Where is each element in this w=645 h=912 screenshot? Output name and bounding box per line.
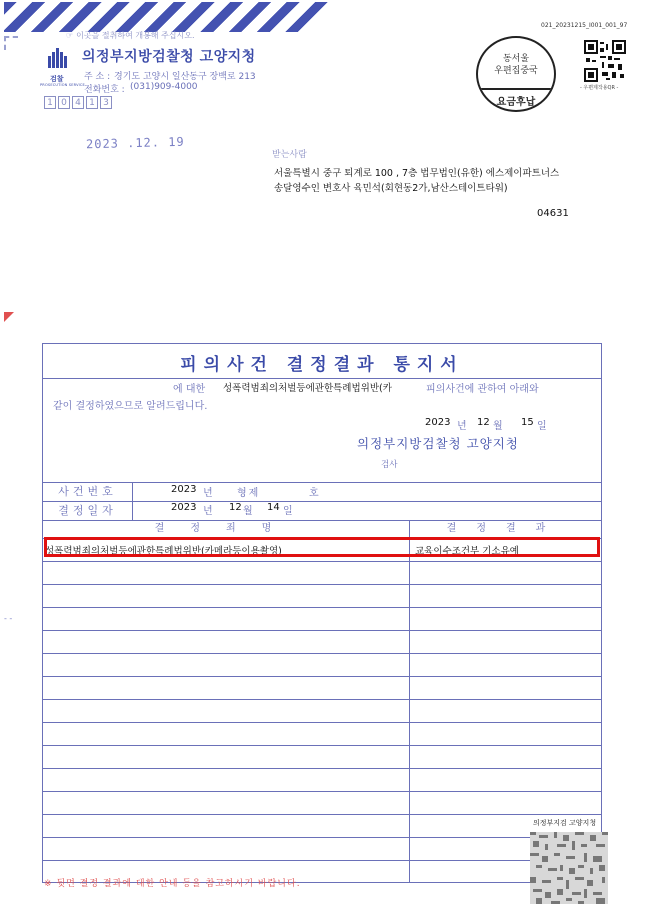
sender-phone: (031)909-4000 — [130, 82, 198, 92]
month-label: 월 — [243, 506, 253, 517]
issue-year: 2023 — [425, 417, 451, 428]
table-row-charge: 성폭력범죄의처벌등에관한특례법위반(카메라등이용촬영) — [45, 546, 282, 557]
row-divider — [43, 653, 601, 654]
qr-label: 의정부지검 고양지청 — [533, 819, 597, 827]
case-number-suffix: 호 — [309, 488, 319, 499]
row-divider — [43, 584, 601, 585]
logo-text: 검찰 — [50, 75, 64, 83]
row-divider — [43, 676, 601, 677]
sender-zip — [44, 96, 112, 109]
notice-form — [42, 343, 602, 883]
column-divider — [409, 520, 410, 882]
issue-month: 12 — [477, 417, 490, 428]
phone-label: 전화번호 : — [84, 85, 125, 95]
recipient-address: 서울특별시 중구 퇴계로 100 , 7층 법무법인(유한) 에스제이파트너스 — [274, 168, 560, 179]
recipient-label: 받는사람 — [272, 150, 307, 160]
paragraph-regarding: 에 대한 — [173, 384, 206, 395]
qr-code-icon — [530, 832, 608, 904]
zip-digit: 1 — [44, 96, 56, 109]
recipient-name: 송달영수인 변호사 육민석(회현동2가,남산스테이트타워) — [274, 183, 508, 194]
case-number-label: 사건번호 — [43, 483, 133, 501]
paragraph-line2: 같이 결정하였으므로 알려드립니다. — [53, 401, 208, 412]
table-row-result: 교육이수조건부 기소유예 — [415, 546, 519, 557]
year-label: 년 — [203, 506, 213, 517]
row-divider — [43, 814, 601, 815]
month-label: 월 — [493, 421, 503, 432]
postmark-fee: 요금후납 — [496, 97, 536, 108]
decision-day: 14 — [267, 502, 280, 513]
paragraph-crime-name: 성폭력범죄의처벌등에관한특례법위반(카 — [223, 383, 392, 394]
zip-digit: 0 — [58, 96, 70, 109]
case-number-type: 형제 — [237, 488, 261, 499]
sender-office-name: 의정부지방검찰청 고양지청 — [82, 49, 256, 65]
highlight-box — [44, 537, 600, 557]
stamped-date: 2023 .12. 19 — [85, 134, 185, 152]
issue-day: 15 — [521, 417, 534, 428]
issuer-office: 의정부지방검찰청 고양지청 — [357, 436, 519, 451]
row-divider — [43, 745, 601, 746]
recipient-zip: 04631 — [537, 208, 569, 219]
day-label: 일 — [537, 421, 547, 432]
footnote: ※ 뒷면 결정 결과에 대한 안내 등을 참고하시기 바랍니다. — [44, 879, 301, 889]
qr-code-icon — [584, 40, 626, 82]
fold-mark — [4, 312, 14, 322]
row-divider — [43, 607, 601, 608]
zip-digit: 1 — [86, 96, 98, 109]
row-divider — [43, 699, 601, 700]
side-dash-mark: - - — [4, 614, 13, 623]
paragraph-case-text: 피의사건에 관하여 아래와 — [426, 384, 539, 395]
qr-caption: - 우편제작용QR - — [580, 85, 619, 91]
postmark-stamp — [476, 36, 556, 112]
row-divider — [43, 561, 601, 562]
row-divider — [43, 722, 601, 723]
row-divider — [43, 630, 601, 631]
column-header-charge: 결정죄명 — [154, 523, 298, 534]
cut-guide-corner — [4, 36, 18, 50]
sender-address: 경기도 고양시 일산동구 장백로 213 — [114, 72, 256, 82]
airmail-stripe — [4, 2, 329, 32]
year-label: 년 — [203, 488, 213, 499]
zip-digit: 4 — [72, 96, 84, 109]
row-divider — [43, 768, 601, 769]
decision-date-label: 결정일자 — [43, 502, 133, 520]
column-header-result: 결정결과 — [446, 523, 566, 534]
prosecution-logo-icon — [48, 48, 72, 70]
decision-year: 2023 — [171, 502, 197, 513]
row-divider — [43, 837, 601, 838]
row-divider — [43, 860, 601, 861]
row-divider — [43, 791, 601, 792]
address-label: 주 소 : — [84, 72, 111, 82]
document-code: 021_20231215_I001_001_97 — [541, 22, 628, 29]
logo-subtext: PROSECUTION SERVICE — [40, 83, 85, 87]
case-number-year: 2023 — [171, 484, 197, 495]
year-label: 년 — [457, 421, 467, 432]
title-divider — [43, 378, 601, 379]
decision-month: 12 — [229, 502, 242, 513]
zip-digit: 3 — [100, 96, 112, 109]
postmark-line1: 동서울 — [502, 54, 530, 64]
tear-notice: ☞ 이곳을 절취하여 개봉해 주십시오. — [66, 30, 195, 41]
postmark-band — [478, 88, 554, 90]
postmark-line2: 우편집중국 — [494, 66, 538, 76]
prosecutor-label: 검사 — [381, 460, 398, 470]
form-title: 피의사건 결정결과 통지서 — [180, 355, 464, 375]
day-label: 일 — [283, 506, 293, 517]
